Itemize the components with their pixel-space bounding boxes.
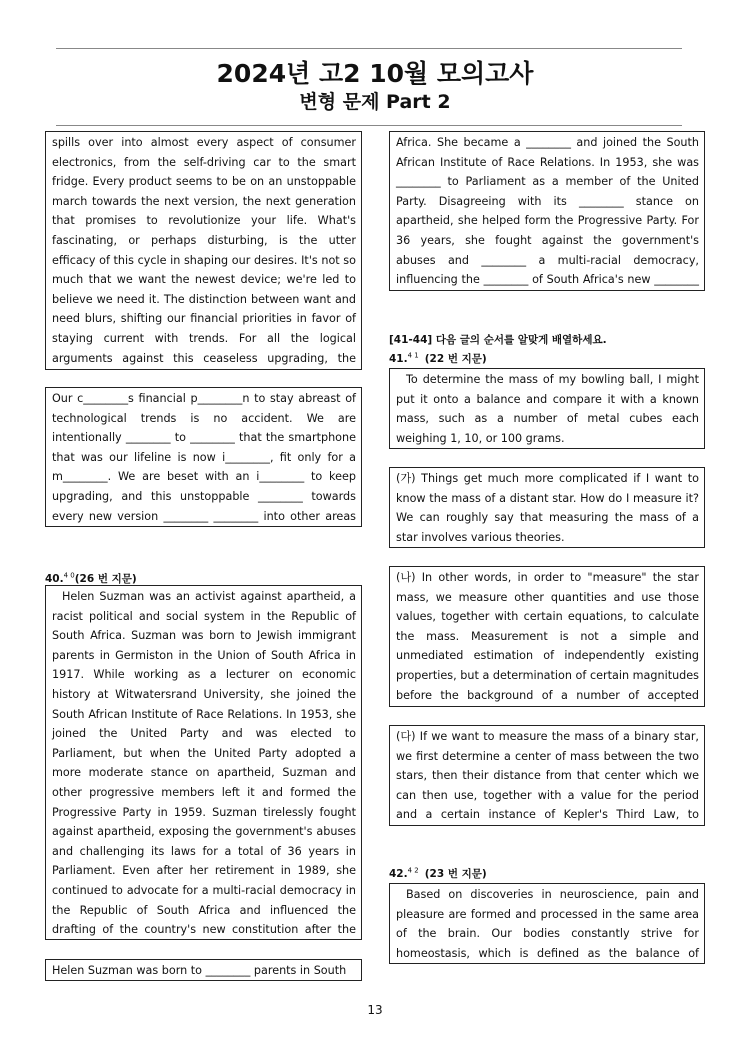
question-41-label: 41.$^{4 1}$ (22 번 지문) [389,351,487,365]
question-41-intro-text: To determine the mass of my bowling ball, I might put it onto a balance and compare it with a known mass, such as a number of metal cubes each weighing 1, 10, or 100 grams. [396,373,699,445]
option-na-box [389,566,705,707]
passage-box-continued [45,131,362,370]
question-42-intro-text: Based on discoveries in neuroscience, pain and pleasure are formed and processed in the same area of the brain. Our bodies constantly strive for homeostasis, which is defined as the balance of [396,888,699,960]
summary-box-continued [389,131,705,291]
option-ga-box [389,467,705,548]
passage-text: spills over into almost every aspect of consumer electronics, from the self-driving car to the smart fridge. Every product seems to be on an unstoppable march towards the next version, the next generation that promises to revolutionize your life. What's fascinating, or perhaps disturbing, is the utter efficacy of this cycle in shaping our desires. It's not so much that we want the newest device; we're led to believe we need it. The distinction between want and need blurs, shifting our financial priorities in favor of staying current with trends. For all the logical arguments against this ceaseless upgrading, the [52,136,356,365]
top-rule [56,48,682,49]
summary-text-continued: Africa. She became a ________ and joined the South African Institute of Race Relations. In 1953, she was ________ to Parliament as a member of the United Party. Disagreeing with its ________ stance on apartheid, she helped form the Progressive Party. For 36 years, she fought against the government's abuses and ________ a multi-racial democracy, influencing the ________ of South Africa's new ________ [396,136,699,287]
question-40-label: 40.$^{4 0}$(26 번 지문) [45,571,137,585]
question-41-intro [389,368,705,449]
page-title: 2024년 고2 10월 모의고사 [216,59,534,88]
instruction-41-44: [41-44] 다음 글의 순서를 알맞게 배열하세요. [389,334,607,346]
question-40-passage [45,585,362,940]
option-da-text: (다) If we want to measure the mass of a binary star, we first determine a center of mass between the two stars, then their distance from that center which we can then use, together with a value for the period and a certain instance of Kepler's Third Law, to [396,730,699,822]
header-rule [56,125,682,126]
question-40-text: Helen Suzman was an activist against apartheid, a racist political and social system in the Republic of South Africa. Suzman was born to Jewish immigrant parents in Germiston in the Union of South Africa in 1917. While working as a lecturer on economic history at Witwatersrand University, she joined the South African Institute of Race Relations. In 1953, she joined the United Party and was elected to Parliament, but when the United Party adopted a more moderate stance on apartheid, Suzman and other progressive members left it and formed the Progressive Party in 1959. Suzman tirelessly fought against apartheid, exposing the government's abuses and challenging its laws for a total of 36 years in Parliament. Even after her retirement in 1989, she continued to advocate for a multi-racial democracy in the Republic of South Africa and influenced the drafting of the country's new constitution after the [52,590,356,937]
summary-text-start: Helen Suzman was born to ________ parents in South [52,964,347,977]
fill-blank-box [45,387,362,527]
option-da-box [389,725,705,826]
question-42-label: 42.$^{4 2}$ (23 번 지문) [389,866,487,880]
option-na-text: (나) In other words, in order to "measure" the star mass, we measure other quantities and use those values, together with certain equations, to calculate the mass. Measurement is not a simple and unmediated estimation of independently existing properties, but a determination of certain magnitudes before the background of a number of accepted [396,571,699,702]
question-42-intro [389,883,705,964]
page-subtitle: 변형 문제 Part 2 [299,91,451,113]
fill-blank-text: Our c________s financial p________n to stay abreast of technological trends is no accident. We are intentionally ________ to ________ that the smartphone that was our lifeline is now i________, fit only for a m________. We are beset with an i________ to keep upgrading, and this unstoppable ________ towards every new version ________ ________ into other areas [52,392,356,523]
option-ga-text: (가) Things get much more complicated if I want to know the mass of a distant star. How do I measure it? We can roughly say that measuring the mass of a star involves various theories. [396,472,699,544]
page-number: 13 [367,1003,383,1017]
summary-box-start [45,959,362,981]
